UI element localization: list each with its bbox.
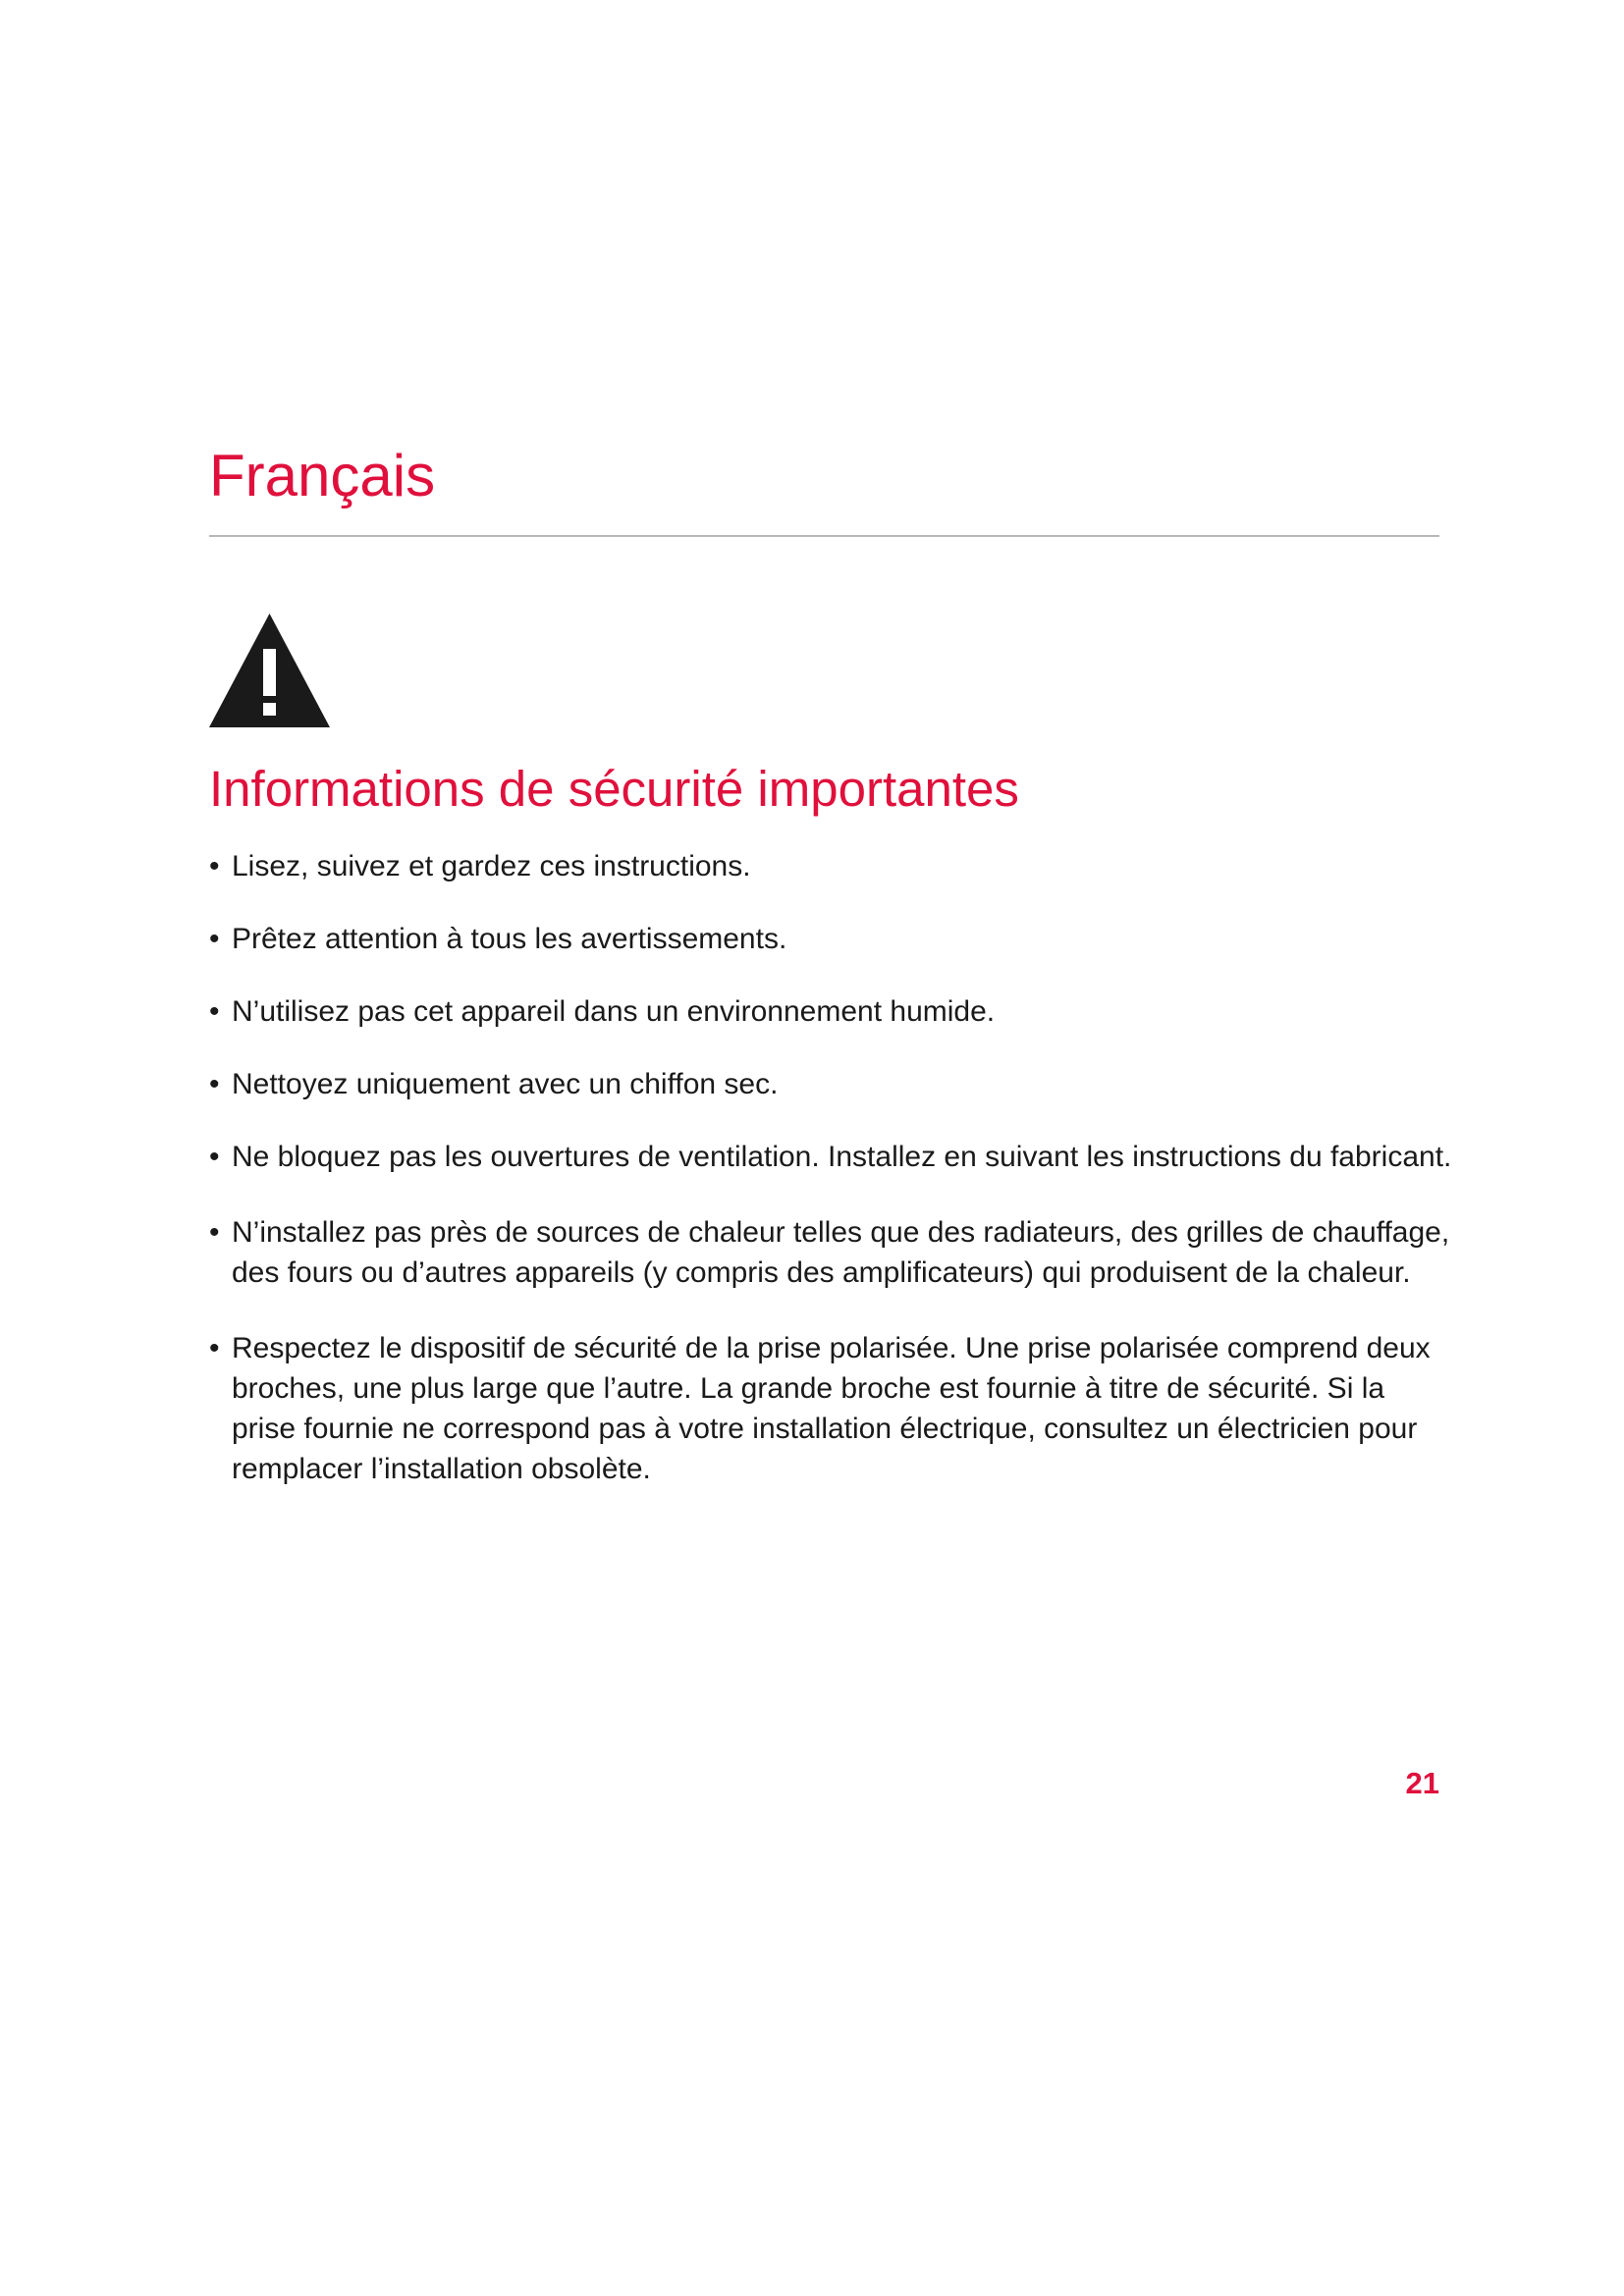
list-item	[209, 846, 1456, 886]
list-item-text: N’installez pas près de sources de chaleur telles que des radiateurs, des grilles de chauffage, des fours ou d’autres appareils (y compris des amplificateurs) qui produisent de la chaleur.	[232, 1216, 1450, 1289]
bullet-icon: •	[209, 1332, 220, 1364]
list-item-text: Ne bloquez pas les ouvertures de ventilation. Installez en suivant les instructions du fabricant.	[232, 1141, 1452, 1173]
page-number: 21	[1405, 1766, 1439, 1800]
bullet-icon: •	[209, 1141, 220, 1173]
bullet-icon: •	[209, 850, 220, 882]
list-item-text: Respectez le dispositif de sécurité de la prise polarisée. Une prise polarisée comprend deux broches, une plus large que l’autre. La grande broche est fournie à titre de sécurité. Si la prise fournie ne correspond pas à votre installation électrique, consultez un électricien pour remplacer l’installation obsolète.	[232, 1332, 1431, 1485]
header-divider	[209, 535, 1439, 537]
section-title: Informations de sécurité importantes	[209, 761, 1019, 817]
list-item	[209, 1212, 1456, 1293]
bullet-icon: •	[209, 1068, 220, 1100]
bullet-icon: •	[209, 995, 220, 1028]
list-item-text: Nettoyez uniquement avec un chiffon sec.	[232, 1068, 779, 1100]
language-title: Français	[209, 443, 436, 508]
bullet-icon: •	[209, 1216, 220, 1249]
warning-triangle-icon	[207, 612, 332, 729]
bullet-icon: •	[209, 923, 220, 955]
list-item	[209, 919, 1456, 959]
list-item-text: Lisez, suivez et gardez ces instructions.	[232, 850, 751, 882]
exclamation-bar	[263, 649, 276, 696]
list-item	[209, 991, 1456, 1032]
list-item	[209, 1137, 1456, 1177]
list-item	[209, 1328, 1456, 1489]
exclamation-dot	[263, 703, 276, 716]
safety-instructions-list	[209, 846, 1456, 1524]
list-item	[209, 1064, 1456, 1104]
list-item-text: Prêtez attention à tous les avertissements.	[232, 923, 787, 955]
list-item-text: N’utilisez pas cet appareil dans un environnement humide.	[232, 995, 996, 1028]
